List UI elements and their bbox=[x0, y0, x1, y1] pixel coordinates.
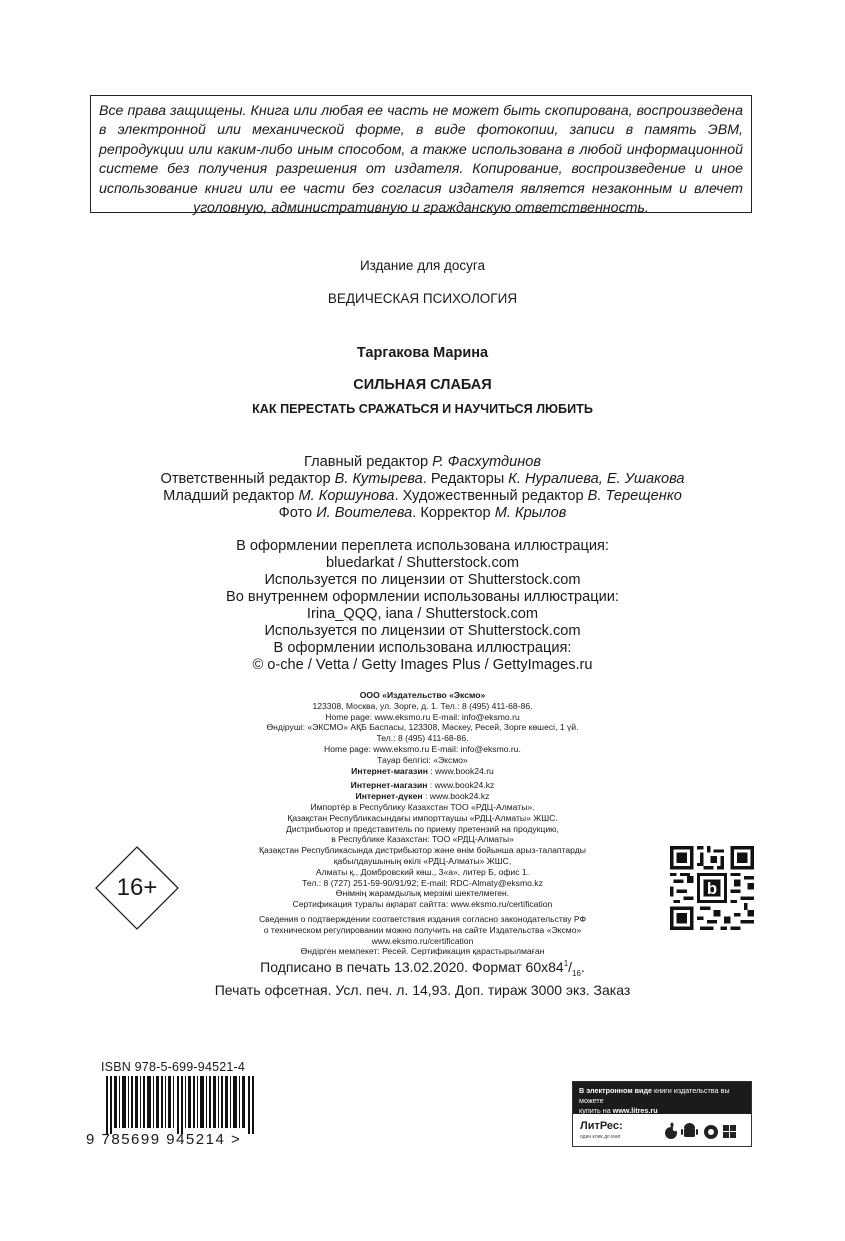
publisher-line: в Республике Казахстан: ТОО «РДЦ-Алматы» bbox=[331, 834, 514, 845]
print-details: Печать офсетная. Усл. печ. л. 14,93. Доп. тираж 3000 экз. Заказ bbox=[214, 982, 631, 998]
publisher-line: Тауар белгісі: «Эксмо» bbox=[377, 754, 468, 765]
credit-chief-editor: Главный редактор Р. Фасхутдинов bbox=[304, 454, 541, 470]
litres-logo: ЛитРес: bbox=[580, 1120, 623, 1132]
illustration-line: Используется по лицензии от Shutterstock.com bbox=[264, 572, 581, 588]
illustration-line: Irina_QQQ, iana / Shutterstock.com bbox=[306, 606, 539, 622]
browser-icon bbox=[704, 1125, 718, 1139]
publisher-line: Өндірген мемлекет: Ресей. Сертификация қарастырылмаған bbox=[300, 946, 545, 957]
barcode-icon bbox=[106, 1076, 254, 1134]
credit-responsible-editor: Ответственный редактор В. Кутырева. Редакторы К. Нуралиева, Е. Ушакова bbox=[160, 471, 685, 487]
publisher-line: Home page: www.eksmo.ru E-mail: info@eksmo.ru. bbox=[324, 743, 521, 754]
shop-kz-2: Интернет-дүкен : www.book24.kz bbox=[355, 791, 490, 802]
publisher-line: 123308, Москва, ул. Зорге, д. 1. Тел.: 8 (495) 411-68-86. bbox=[312, 700, 533, 711]
editorial-credits bbox=[0, 454, 845, 522]
publisher-name: ООО «Издательство «Эксмо» bbox=[359, 690, 486, 700]
edition-type: Издание для досуга bbox=[359, 258, 486, 273]
shop-kz: Интернет-магазин : www.book24.kz bbox=[350, 780, 495, 791]
illustration-line: В оформлении переплета использована иллюстрация: bbox=[236, 538, 609, 554]
illustration-line: Во внутреннем оформлении использованы иллюстрации: bbox=[226, 589, 619, 605]
publisher-line: Тел.: 8 (495) 411-68-86. bbox=[376, 733, 469, 744]
publisher-line: Өндіруші: «ЭКСМО» АҚБ Баспасы, 123308, Мәскеу, Ресей, Зорге көшесі, 1 үй. bbox=[266, 722, 579, 733]
platform-icons bbox=[661, 1120, 745, 1142]
copyright-notice bbox=[90, 95, 752, 217]
publisher-line: Дистрибьютор и представитель по приему претензий на продукцию, bbox=[286, 823, 559, 834]
windows-icon bbox=[723, 1125, 736, 1138]
svg-text:b: b bbox=[706, 879, 718, 899]
book-title: СИЛЬНАЯ СЛАБАЯ bbox=[353, 377, 492, 393]
illustration-line: bluedarkat / Shutterstock.com bbox=[325, 555, 520, 571]
litres-badge[interactable] bbox=[572, 1081, 752, 1147]
publisher-line: қабылдаушының өкілі «РДЦ-Алматы» ЖШС, bbox=[333, 855, 512, 866]
print-signed: Подписано в печать 13.02.2020. Формат $60x84^1/_{16}$. bbox=[260, 959, 585, 978]
publisher-line: www.eksmo.ru/certification bbox=[371, 935, 474, 946]
series-name: ВЕДИЧЕСКАЯ ПСИХОЛОГИЯ bbox=[327, 291, 518, 306]
author-name: Таргакова Марина bbox=[356, 345, 489, 361]
print-info bbox=[0, 955, 845, 999]
publisher-line: Өнімнің жарамдылық мерзімі шектелмеген. bbox=[335, 888, 510, 899]
illustration-line: Используется по лицензии от Shutterstock.com bbox=[264, 623, 581, 639]
credit-junior-editor: Младший редактор М. Коршунова. Художественный редактор В. Терещенко bbox=[163, 488, 682, 504]
copyright-text: Все права защищены. Книга или любая ее часть не может быть скопирована, воспроизведена в электронной или механической форме, в виде фотокопии, записи в память ЭВМ, репродукции или каким-либо иным способом, а также использована в любой информационной системе без получения разрешения от издателя. Копирование, воспроизведение и иное использование книги или ее части без согласия издателя является незаконным и влечет уголовную, административную и гражданскую ответственность. bbox=[99, 103, 743, 217]
publisher-line: Тел.: 8 (727) 251-59-90/91/92; E-mail: RDC-Almaty@eksmo.kz bbox=[302, 877, 543, 888]
publisher-line: о техническом регулировании можно получить на сайте Издательства «Эксмо» bbox=[263, 924, 582, 935]
barcode-digits: 9 785699 945214 > bbox=[86, 1131, 242, 1148]
illustration-credits bbox=[0, 538, 845, 674]
litres-banner: В электронном виде книги издательства вы можете купить на www.litres.ru bbox=[573, 1082, 751, 1114]
publisher-line: Алматы қ., Домбровский көш., 3«а», литер Б, офис 1. bbox=[315, 866, 530, 877]
apple-icon bbox=[665, 1123, 677, 1140]
book-subtitle: КАК ПЕРЕСТАТЬ СРАЖАТЬСЯ И НАУЧИТЬСЯ ЛЮБИТЬ bbox=[252, 402, 593, 416]
publisher-line: Қазақстан Республикасында дистрибьютор және өнім бойынша арыз-талаптарды bbox=[259, 845, 586, 856]
android-icon bbox=[681, 1123, 698, 1137]
publisher-line: Қазақстан Республикасындағы импорттаушы «РДЦ-Алматы» ЖШС. bbox=[287, 812, 558, 823]
illustration-line: © o-che / Vetta / Getty Images Plus / GettyImages.ru bbox=[252, 657, 593, 673]
age-rating-badge bbox=[95, 846, 179, 930]
age-rating-text: 16+ bbox=[116, 874, 158, 901]
publisher-line: Сведения о подтверждении соответствия издания согласно законодательству РФ bbox=[258, 913, 587, 924]
publisher-line: Импортёр в Республику Казахстан ТОО «РДЦ-Алматы». bbox=[310, 801, 535, 812]
isbn-label: ISBN 978-5-699-94521-4 bbox=[101, 1060, 246, 1074]
shop-ru: Интернет-магазин : www.book24.ru bbox=[351, 765, 494, 776]
publisher-line: Сертификация туралы ақпарат сайтта: www.eksmo.ru/certification bbox=[292, 899, 553, 910]
publisher-line: Home page: www.eksmo.ru E-mail: info@eksmo.ru bbox=[325, 711, 520, 722]
qr-code-icon bbox=[670, 846, 754, 930]
credit-photo: Фото И. Воителева. Корректор М. Крылов bbox=[278, 505, 567, 521]
illustration-line: В оформлении использована иллюстрация: bbox=[273, 640, 572, 656]
litres-tagline: один клик до книг bbox=[580, 1134, 621, 1140]
